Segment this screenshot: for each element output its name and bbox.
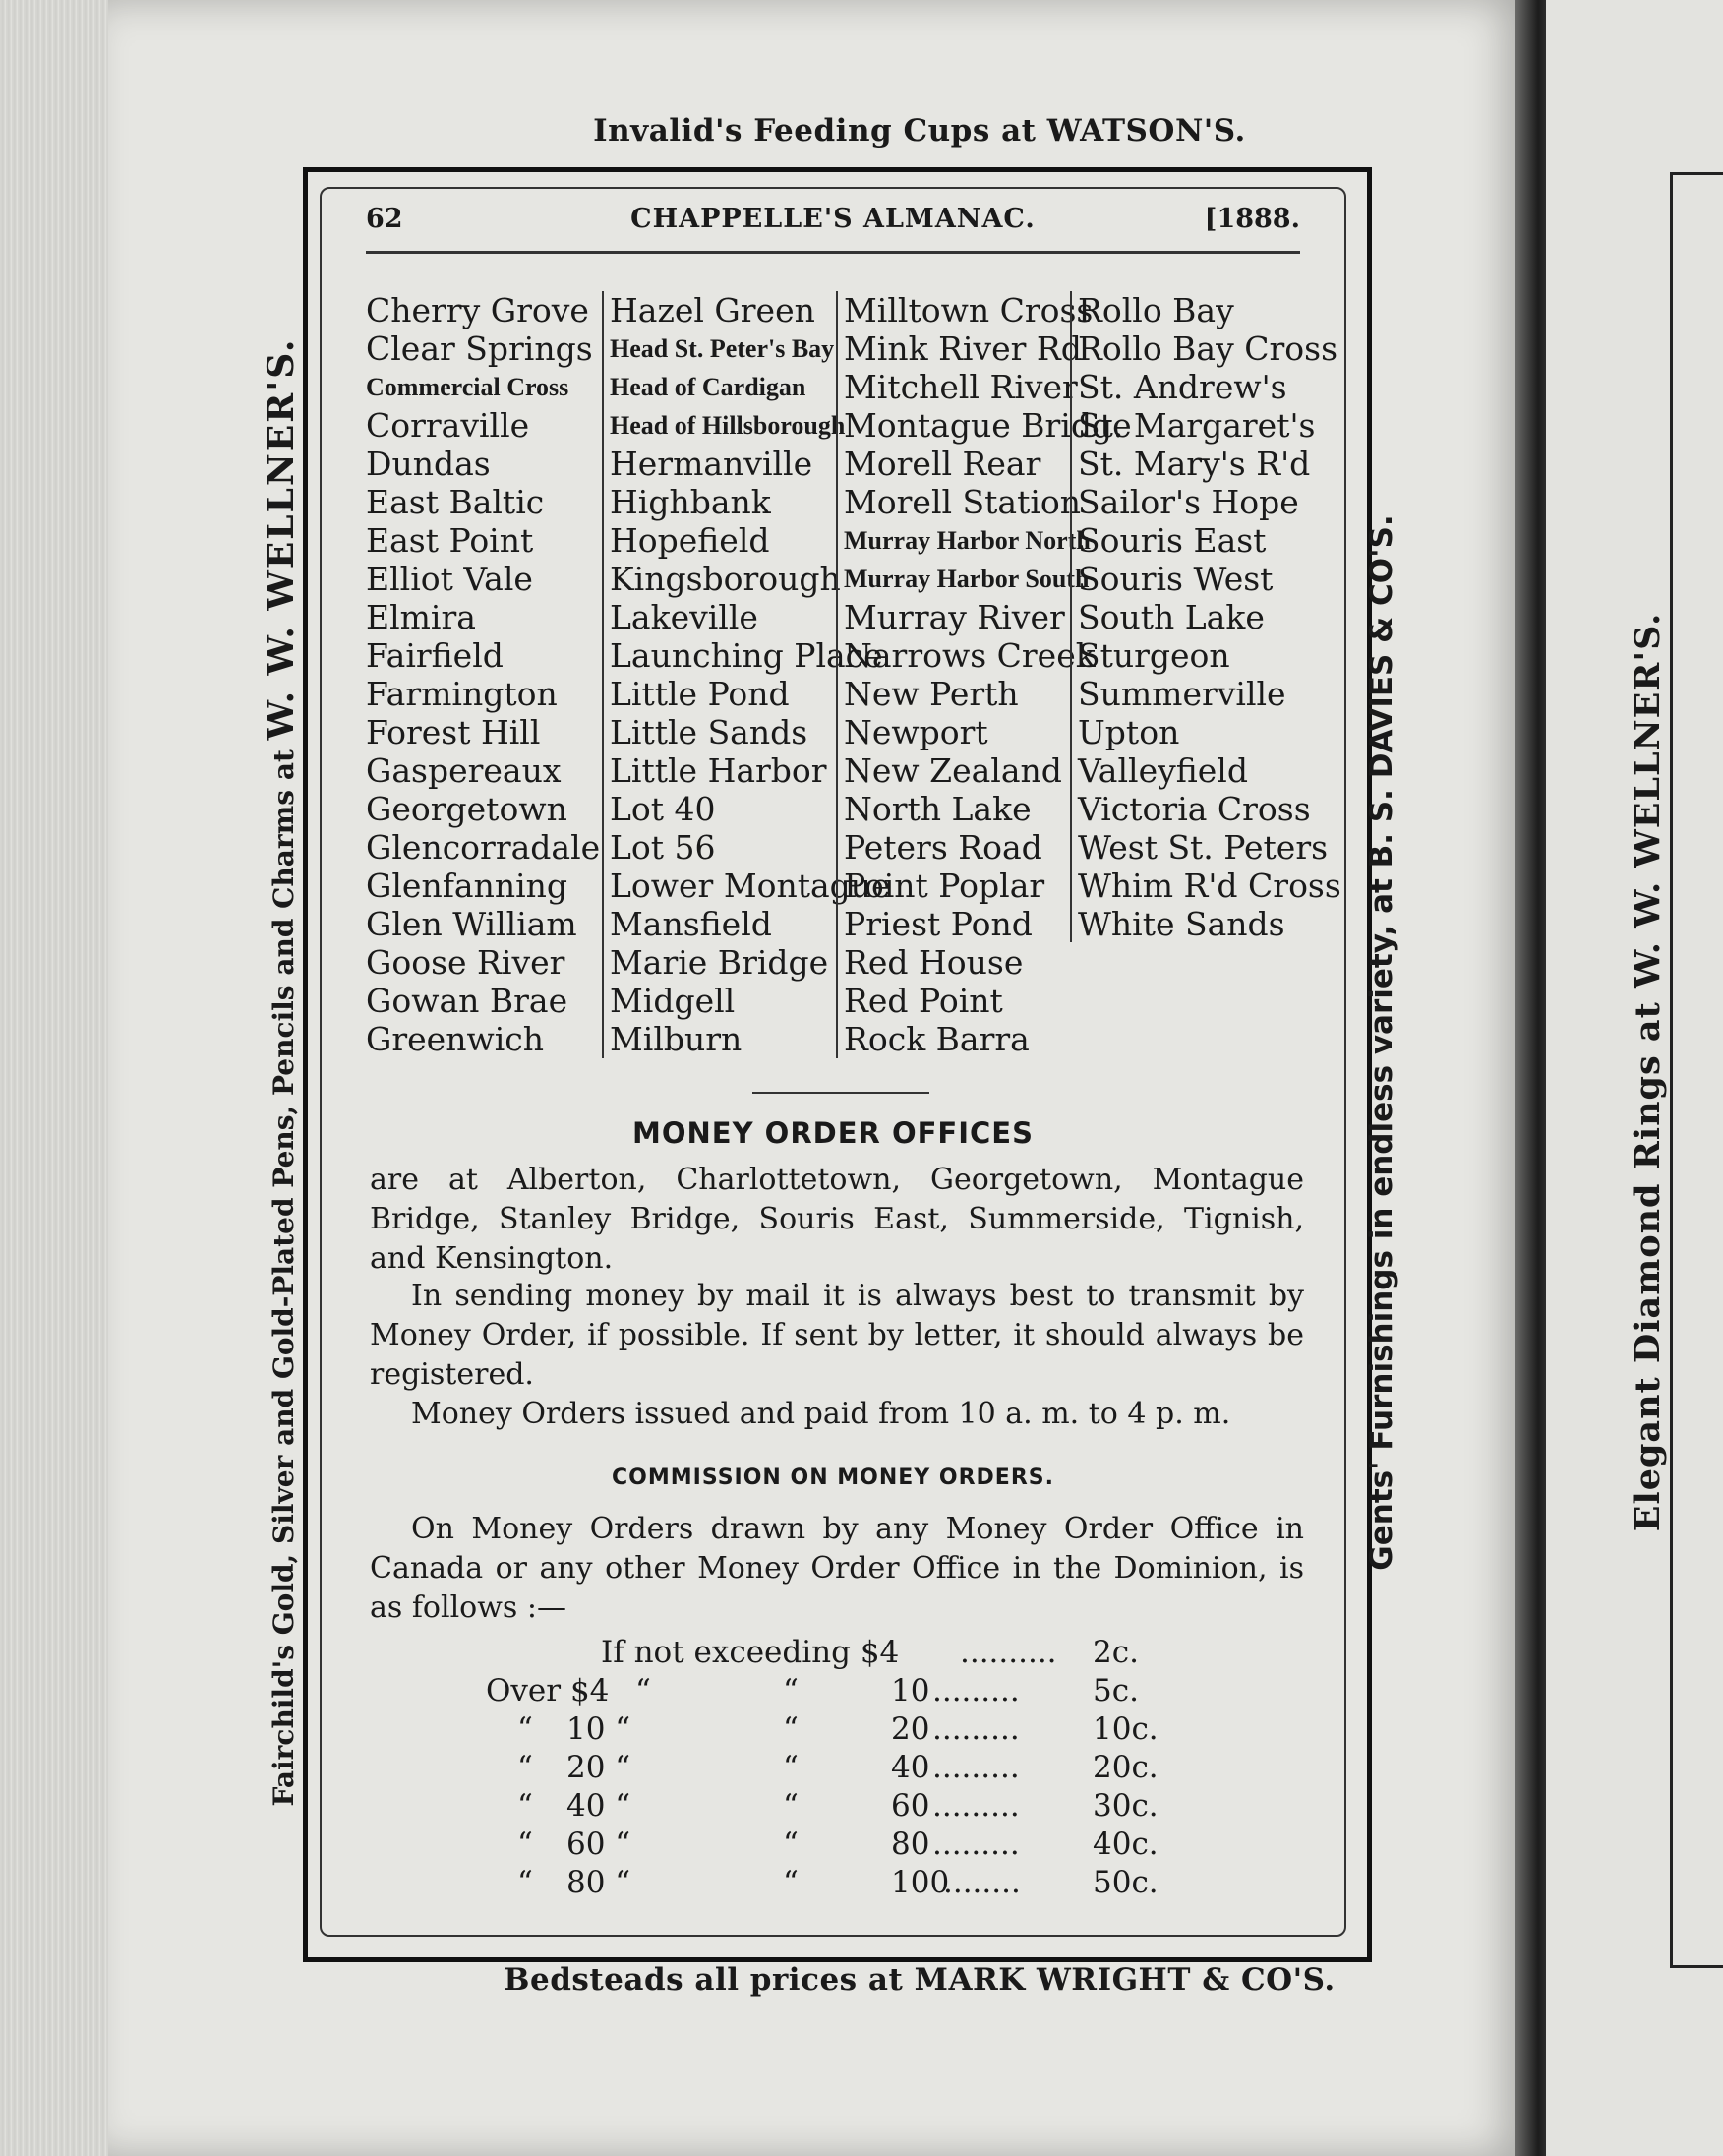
rate-ditto: “ [783,1673,799,1708]
list-item: Glenfanning [366,867,568,905]
list-item: Lakeville [610,598,758,636]
left-ad-text: Fairchild's Gold, Silver and Gold-Plated Pens, Pencils and Charms at [267,749,300,1807]
list-item: Montague Bridge [844,406,1132,445]
list-item: St. Andrew's [1078,368,1287,406]
right-side-advertisement: Gents' Furnishings in endless variety, at B. S. DAVIES & CO'S. [1364,514,1399,1571]
list-item: Murray Harbor North [844,526,1091,555]
list-item: East Point [366,521,534,560]
rate-fee: 20c. [1093,1750,1159,1785]
list-item: Valleyfield [1078,751,1248,790]
list-item: Milburn [610,1020,743,1058]
list-item: Whim R'd Cross [1078,867,1341,905]
list-column-2 [602,291,891,1058]
page-header [366,202,1300,254]
list-item: Head of Hillsborough [610,411,846,440]
list-item: Commercial Cross [366,373,569,401]
rate-ditto: “ [783,1865,799,1900]
rate-fee: 50c. [1093,1865,1159,1900]
bottom-advertisement: Bedsteads all prices at MARK WRIGHT & CO'S. [504,1962,1336,1998]
rate-over: “ [517,1711,533,1747]
rate-fee: 30c. [1093,1788,1159,1824]
rate-ditto: “ [783,1788,799,1824]
rate-row [370,1827,1304,1865]
rate-dots: ........ [943,1865,1021,1900]
list-item: Highbank [610,483,771,521]
rate-dots: ......... [932,1788,1020,1824]
rate-limit: 100 [891,1865,950,1900]
list-item: Mansfield [610,905,772,943]
list-item: Hermanville [610,445,813,483]
rate-over: “ [517,1788,533,1824]
rate-row [370,1711,1304,1750]
rate-dots: ......... [932,1750,1020,1785]
list-item: Red Point [844,982,1003,1020]
list-item: Farmington [366,675,558,713]
list-item: Morell Rear [844,445,1041,483]
list-item: Launching Place [610,636,883,675]
list-item: Souris East [1078,521,1267,560]
list-item: Mitchell River [844,368,1078,406]
list-item: Milltown Cross [844,291,1094,329]
list-item: New Perth [844,675,1019,713]
rate-row [370,1865,1304,1903]
list-item: Midgell [610,982,736,1020]
list-item: Little Sands [610,713,808,751]
list-item: Gaspereaux [366,751,562,790]
rate-fee: 40c. [1093,1827,1159,1862]
left-side-advertisement [261,329,310,1815]
list-item: North Lake [844,790,1032,828]
rate-row [370,1635,1304,1673]
list-item: Head of Cardigan [610,373,806,401]
list-item: Corraville [366,406,530,445]
list-item: St. Mary's R'd [1078,445,1311,483]
list-item: Victoria Cross [1078,790,1311,828]
rate-ditto-from: 10 “ [566,1711,631,1747]
rate-row [370,1750,1304,1788]
list-item: Hopefield [610,521,770,560]
list-item: Lower Montague [610,867,891,905]
rate-limit: 80 [891,1827,930,1862]
list-item: Rollo Bay [1078,291,1234,329]
rate-first-label: If not exceeding $4 [601,1635,900,1670]
rate-ditto: “ [783,1711,799,1747]
rate-limit: 10 [891,1673,930,1708]
facing-page-ad: Elegant Diamond Rings at W. W. WELLNER'S. [1628,612,1668,1532]
list-item: Goose River [366,943,565,982]
list-item: Forest Hill [366,713,541,751]
list-item: Elliot Vale [366,560,533,598]
list-item: Murray Harbor South [844,565,1090,593]
rate-ditto-from: 60 “ [566,1827,631,1862]
list-item: New Zealand [844,751,1062,790]
commission-intro-text: On Money Orders drawn by any Money Order Office in Canada or any other Money Order Office in the Dominion, is as follows :— [370,1512,1304,1625]
list-item: Marie Bridge [610,943,829,982]
list-item: South Lake [1078,598,1265,636]
rate-row [370,1673,1304,1711]
list-item: Little Harbor [610,751,827,790]
list-item: Mink River Rd [844,329,1082,368]
list-column-1 [366,291,601,1058]
money-order-offices-text: are at Alberton, Charlottetown, Georgetown, Montague Bridge, Stanley Bridge, Souris East, Summerside, Tignish, and Kensington. [370,1163,1304,1276]
list-item: West St. Peters [1078,828,1329,867]
list-item: Georgetown [366,790,567,828]
list-item: Glen William [366,905,577,943]
rate-ditto-from: 40 “ [566,1788,631,1824]
list-item: Upton [1078,713,1180,751]
page-year: [1888. [1204,204,1300,234]
rate-dots: .......... [960,1635,1057,1670]
list-item: Glencorradale [366,828,601,867]
rate-over: “ [517,1750,533,1785]
rate-fee: 10c. [1093,1711,1159,1747]
list-item: Elmira [366,598,476,636]
list-item: Little Pond [610,675,790,713]
money-order-hours-text: Money Orders issued and paid from 10 a. m. to 4 p. m. [411,1397,1231,1431]
section-divider [752,1092,929,1094]
rate-limit: 20 [891,1711,930,1747]
list-item: Murray River [844,598,1065,636]
list-item: Cherry Grove [366,291,589,329]
list-item: Morell Station [844,483,1082,521]
list-item: Summerville [1078,675,1286,713]
list-item: Sturgeon [1078,636,1230,675]
list-item: Narrows Creek [844,636,1096,675]
rate-over: “ [517,1827,533,1862]
list-item: Souris West [1078,560,1274,598]
rate-over: Over $4 [486,1673,610,1708]
list-item: Sailor's Hope [1078,483,1299,521]
rate-dots: ......... [932,1711,1020,1747]
list-item: Greenwich [366,1020,544,1058]
money-order-advice-text: In sending money by mail it is always best to transmit by Money Order, if possible. If sent by letter, it should always be registered. [370,1279,1304,1392]
list-item: Head St. Peter's Bay [610,334,835,363]
list-item: Lot 40 [610,790,716,828]
post-office-list [366,291,1341,1058]
list-item: Rollo Bay Cross [1078,329,1337,368]
list-item: East Baltic [366,483,545,521]
commission-title: COMMISSION ON MONEY ORDERS. [612,1466,1054,1490]
left-ad-name: W. W. WELLNER'S. [261,337,302,741]
list-item: Rock Barra [844,1020,1030,1058]
rate-ditto-from: 80 “ [566,1865,631,1900]
rate-over: “ [517,1865,533,1900]
rate-fee: 2c. [1093,1635,1139,1670]
rate-dots: ......... [932,1673,1020,1708]
list-item: Dundas [366,445,491,483]
rate-row [370,1788,1304,1827]
list-item: Point Poplar [844,867,1045,905]
list-item: Peters Road [844,828,1042,867]
list-item: Priest Pond [844,905,1033,943]
list-item: Red House [844,943,1024,982]
list-item: Newport [844,713,988,751]
page-number: 62 [366,204,403,234]
rate-dots: ......... [932,1827,1020,1862]
rate-ditto-from: 20 “ [566,1750,631,1785]
list-item: Hazel Green [610,291,815,329]
rate-limit: 60 [891,1788,930,1824]
top-advertisement: Invalid's Feeding Cups at WATSON'S. [593,113,1246,149]
list-item: Gowan Brae [366,982,568,1020]
list-item: Lot 56 [610,828,716,867]
list-column-4 [1070,291,1341,943]
rate-fee: 5c. [1093,1673,1139,1708]
rate-ditto-from: “ [635,1673,651,1708]
money-order-title: MONEY ORDER OFFICES [631,1116,1035,1150]
list-item: Clear Springs [366,329,593,368]
rate-limit: 40 [891,1750,930,1785]
list-item: Kingsborough [610,560,841,598]
list-item: Fairfield [366,636,504,675]
rate-ditto: “ [783,1750,799,1785]
page-title: CHAPPELLE'S ALMANAC. [630,204,1036,234]
list-item: St. Margaret's [1078,406,1316,445]
commission-rate-table [370,1635,1304,1903]
rate-ditto: “ [783,1827,799,1862]
list-item: White Sands [1078,905,1285,943]
